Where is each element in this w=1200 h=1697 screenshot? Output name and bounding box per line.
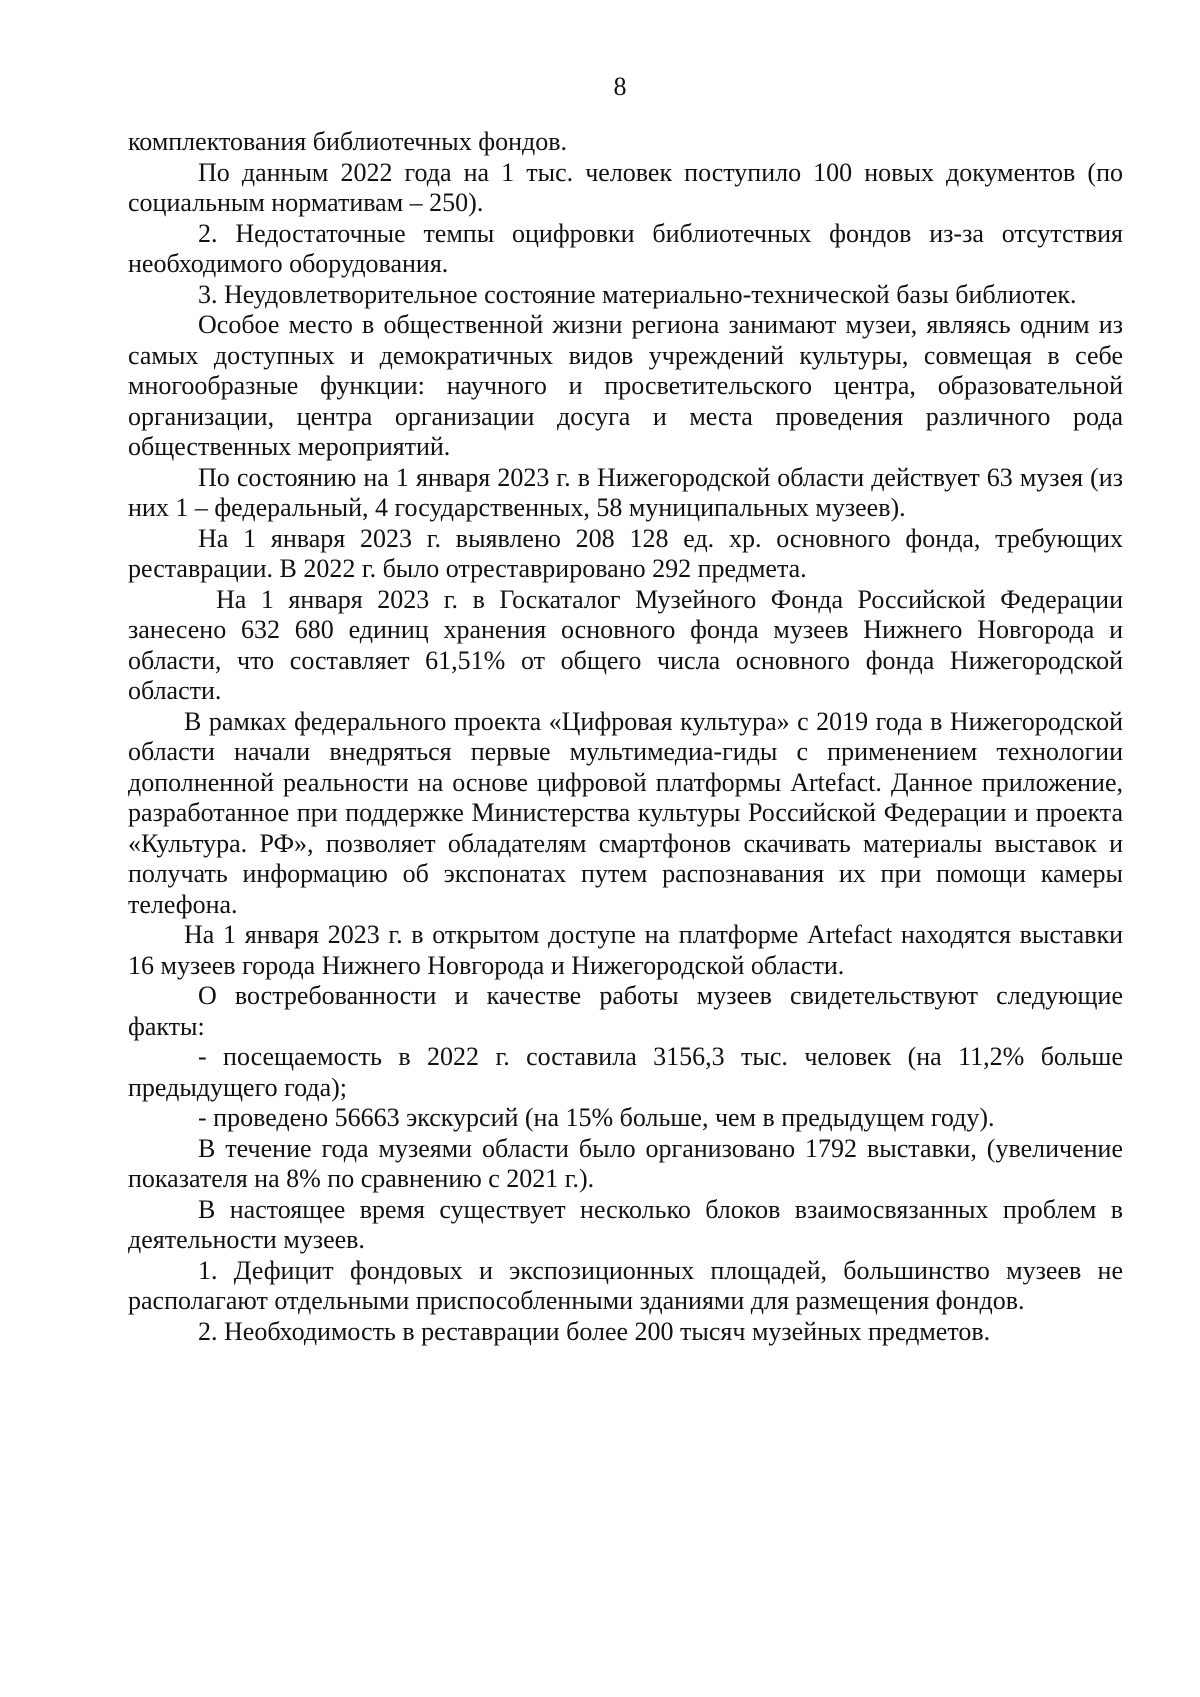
- paragraph: - посещаемость в 2022 г. составила 3156,3 тыс. человек (на 11,2% больше предыдущего года);: [128, 1042, 1123, 1102]
- paragraph: По состоянию на 1 января 2023 г. в Нижегородской области действует 63 музея (из них 1 – федеральный, 4 государственных, 58 муниципальных музеев).: [128, 462, 1123, 522]
- paragraph: - проведено 56663 экскурсий (на 15% больше, чем в предыдущем году).: [198, 1103, 995, 1132]
- paragraph: комплектования библиотечных фондов.: [128, 127, 568, 156]
- paragraph: О востребованности и качестве работы музеев свидетельствуют следующие факты:: [128, 981, 1123, 1041]
- paragraph: 1. Дефицит фондовых и экспозиционных площадей, большинство музеев не располагают отдельными приспособленными зданиями для размещения фондов.: [128, 1255, 1123, 1315]
- paragraph: Особое место в общественной жизни региона занимают музеи, являясь одним из самых доступных и демократичных видов учреждений культуры, совмещая в себе многообразные функции: научного и просветительского центра, образовательной организации, центра организации досуга и места проведения различного рода общественных мероприятий.: [128, 310, 1123, 461]
- paragraph: На 1 января 2023 г. выявлено 208 128 ед. хр. основного фонда, требующих реставрации. В 2022 г. было отреставрировано 292 предмета.: [128, 523, 1123, 583]
- paragraph: 2. Необходимость в реставрации более 200 тысяч музейных предметов.: [198, 1316, 991, 1346]
- paragraph: На 1 января 2023 г. в Госкаталог Музейного Фонда Российской Федерации занесено 632 680 единиц хранения основного фонда музеев Нижнего Новгорода и области, что составляет 61,51% от общего числа основного фонда Нижегородской области.: [128, 584, 1123, 705]
- paragraph: В рамках федерального проекта «Цифровая культура» с 2019 года в Нижегородской области начали внедряться первые мультимедиа-гиды с применением технологии дополненной реальности на основе цифровой платформы Artefact. Данное приложение, разработанное при поддержке Министерства культуры Российской Федерации и проекта «Культура. РФ», позволяет обладателям смартфонов скачивать материалы выставок и получать информацию об экспонатах путем распознавания их при помощи камеры телефона.: [128, 706, 1123, 919]
- paragraph: В течение года музеями области было организовано 1792 выставки, (увеличение показателя на 8% по сравнению с 2021 г.).: [128, 1133, 1123, 1193]
- document-body: [128, 127, 1123, 1347]
- paragraph: По данным 2022 года на 1 тыс. человек поступило 100 новых документов (по социальным нормативам – 250).: [128, 157, 1123, 217]
- paragraph: На 1 января 2023 г. в открытом доступе на платформе Artefact находятся выставки 16 музеев города Нижнего Новгорода и Нижегородской области.: [128, 920, 1123, 980]
- paragraph: 3. Неудовлетворительное состояние материально-технической базы библиотек.: [198, 279, 1077, 309]
- page-number: 8: [613, 72, 627, 101]
- paragraph: В настоящее время существует несколько блоков взаимосвязанных проблем в деятельности музеев.: [128, 1194, 1123, 1254]
- paragraph: 2. Недостаточные темпы оцифровки библиотечных фондов из-за отсутствия необходимого оборудования.: [128, 218, 1123, 278]
